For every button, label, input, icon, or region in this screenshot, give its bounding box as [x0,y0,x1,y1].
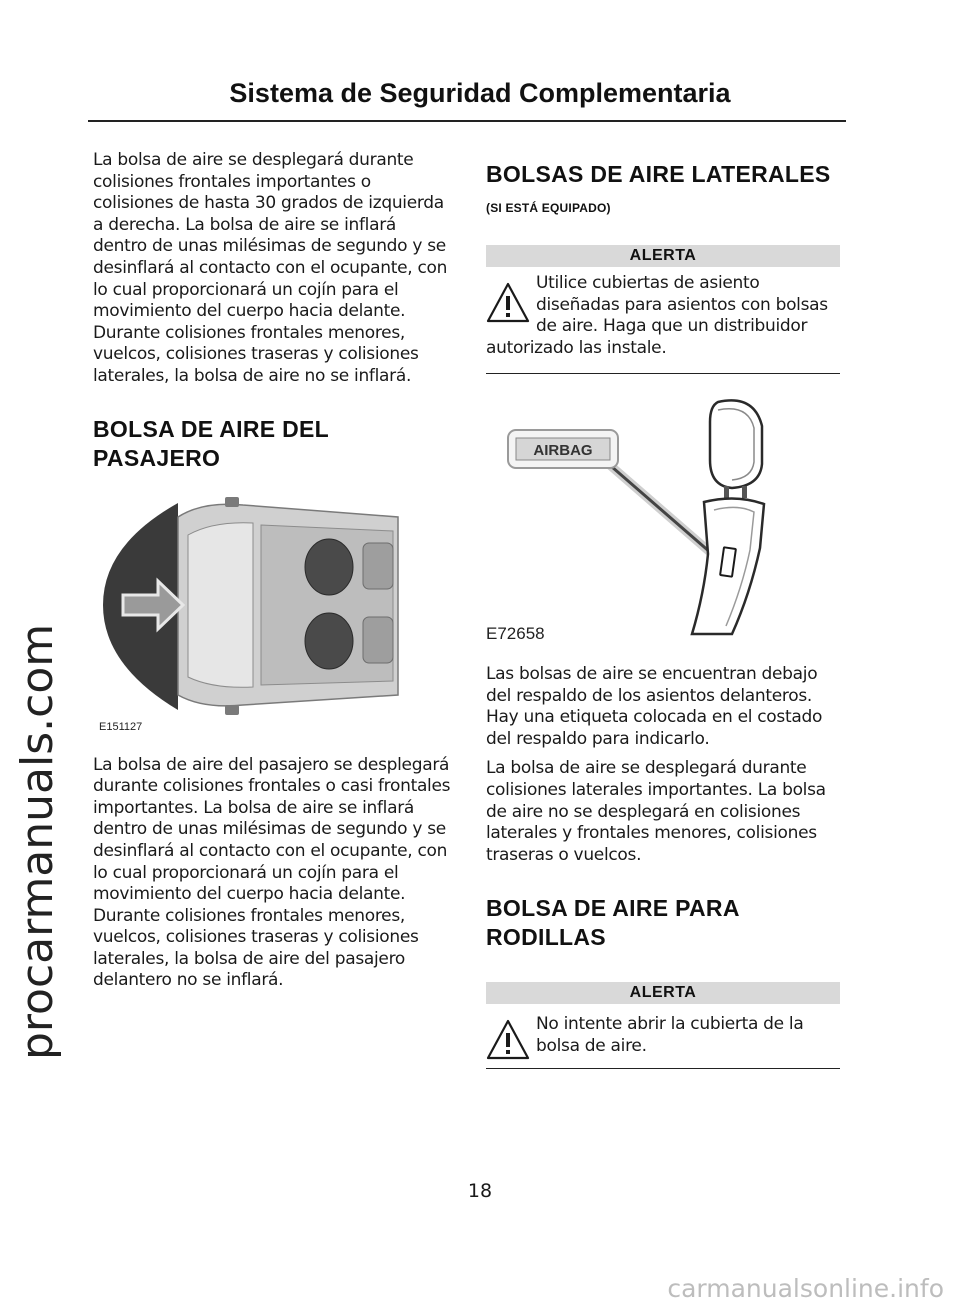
side-airbags-heading: BOLSAS DE AIRE LATERALES [486,161,831,187]
figure-id-side: E72658 [486,624,545,643]
alert-content-1 [486,267,840,359]
figure-id-passenger: E151127 [99,720,143,733]
left-column [93,150,453,992]
side-airbag-location-text: Las bolsas de aire se encuentran debajo del respaldo de los asientos delanteros. Hay una etiqueta colocada en el costado del respaldo para indicarlo. [486,664,823,749]
passenger-seat [363,617,393,663]
passenger-heading-line2: PASAJERO [93,444,221,471]
alert2-line-1: No intente abrir la cubierta de la [536,1014,804,1035]
warning-icon-2 [486,1018,530,1062]
seat-airbag-tag [720,547,736,576]
alert-content-2 [486,1004,840,1060]
knee-heading-line2: RODILLAS [486,924,606,951]
driver-seat [363,543,393,589]
alert2-line-2: bolsa de aire. [536,1035,647,1056]
airbag-label-text: AIRBAG [533,442,593,459]
alert-divider-1 [486,373,840,374]
alert-banner-1: ALERTA [486,245,840,267]
alert-divider-2 [486,1068,840,1069]
passenger-airbag-text: La bolsa de aire del pasajero se desplegará durante colisiones frontales o casi frontales importantes. La bolsa de aire se inflará dentro de unas milésimas de segundo y se desinflará al contacto con el ocupante, con lo cual proporcionará un cojín para el movimiento del cuerpo hacia delante. Durante colisiones frontales menores, vuelcos, colisiones traseras y colisiones laterales, la bolsa de aire del pasajero delantero no se inflará. [93,754,451,991]
side-airbag-figure [486,398,842,660]
bottom-watermark: carmanualsonline.info [667,1274,944,1303]
page-title: Sistema de Seguridad Complementaria [229,78,731,108]
passenger-airbag-heading [93,415,453,473]
alert-line-4: autorizado las instale. [486,337,667,358]
passenger-airbag-illustration [93,495,453,735]
warning-icon [486,281,530,325]
passenger-occupant [305,613,353,669]
page-number: 18 [467,1180,493,1202]
right-column [486,150,842,1069]
header-divider [88,120,846,122]
passenger-heading-line1: BOLSA DE AIRE DEL [93,415,329,442]
alert-line-2: diseñadas para asientos con bolsas [536,294,828,315]
seat-airbag-illustration [486,398,842,638]
driver-occupant [305,539,353,595]
knee-heading-line1: BOLSA DE AIRE PARA [486,895,740,922]
side-airbags-subheading: (SI ESTÁ EQUIPADO) [486,201,611,215]
frontal-airbag-text: La bolsa de aire se desplegará durante colisiones frontales importantes o colisiones de hasta 30 grados de izquierda a derecha. La bolsa de aire se inflará dentro de unas milésimas de segundo y se desinflará al contacto con el ocupante, con lo cual proporcionará un cojín para el movimiento del cuerpo hacia delante. Durante colisiones frontales menores, vuelcos, colisiones traseras y colisiones laterales, la bolsa de aire no se inflará. [93,150,448,386]
alert-banner-2: ALERTA [486,982,840,1004]
alert-line-1: Utilice cubiertas de asiento [536,273,760,293]
alert-line-3: de aire. Haga que un distribuidor [536,316,808,337]
side-airbag-deploy-text: La bolsa de aire se desplegará durante colisiones laterales importantes. La bolsa de aire no se desplegará en colisiones laterales y frontales menores, colisiones traseras o vuelcos. [486,758,826,865]
side-watermark: procarmanuals.com [12,623,63,1060]
passenger-airbag-figure [93,495,453,735]
knee-airbag-heading [486,894,842,952]
